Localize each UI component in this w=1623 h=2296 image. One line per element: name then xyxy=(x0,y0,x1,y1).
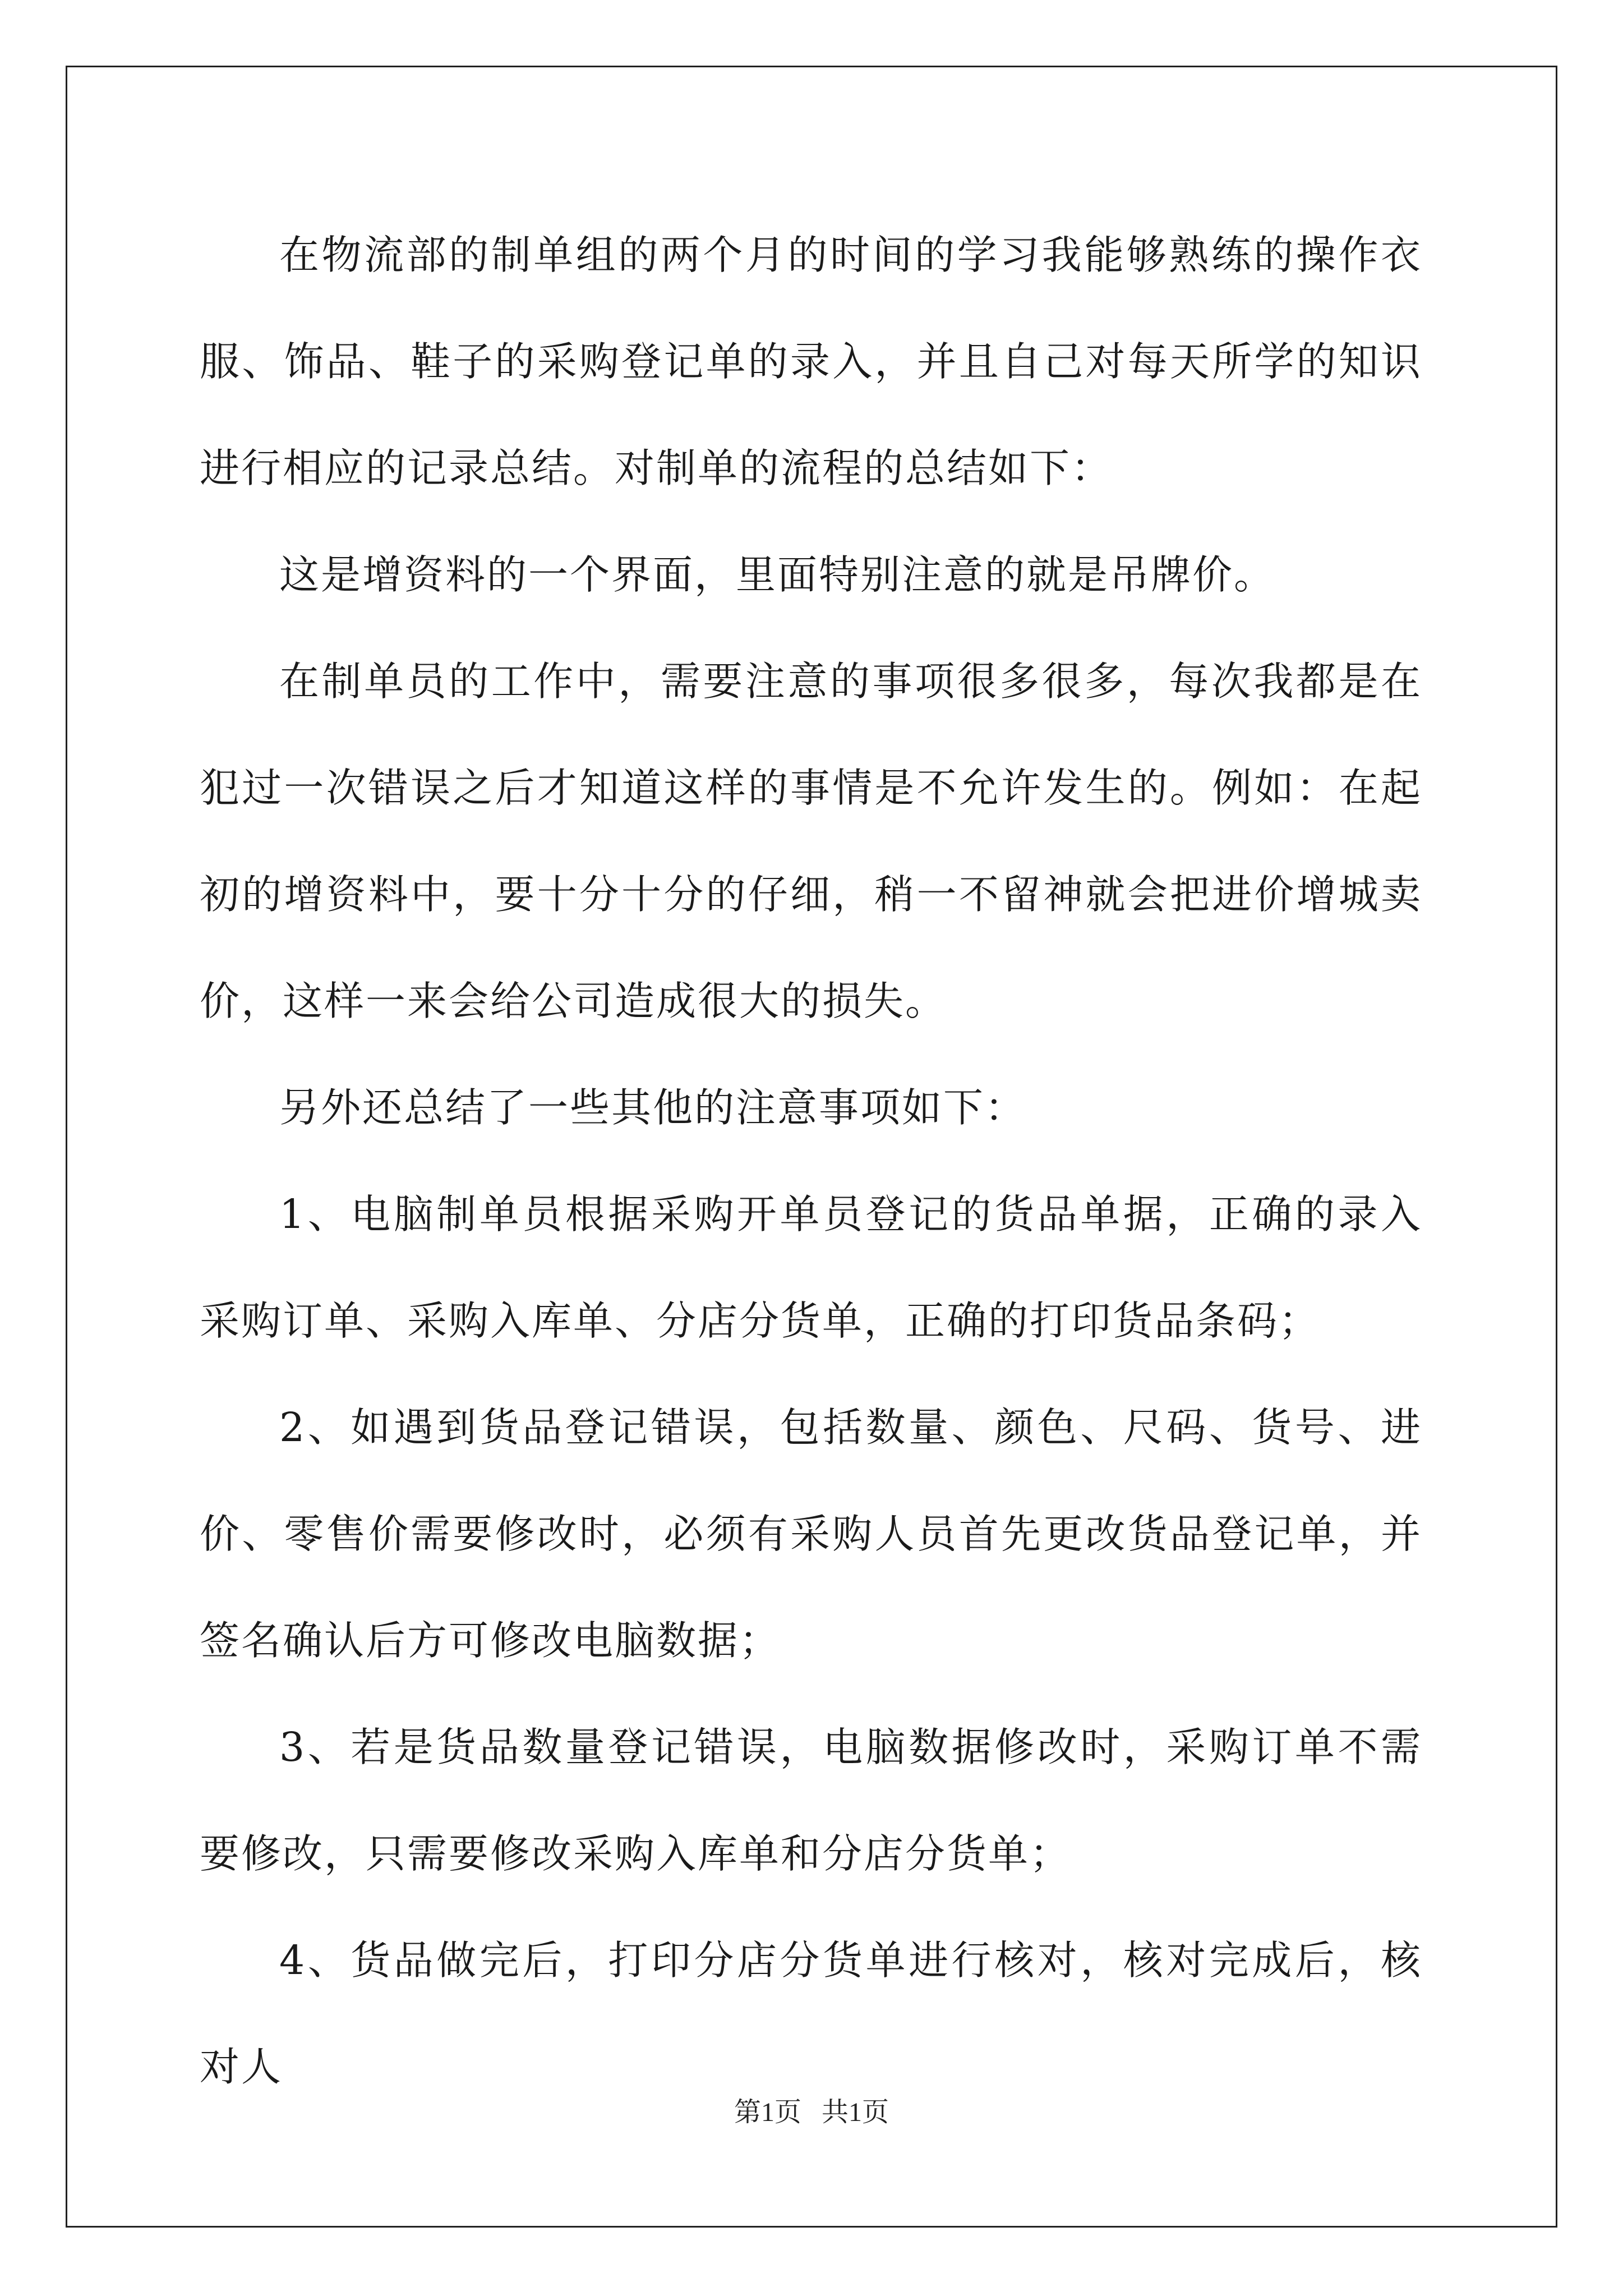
paragraph-other-notes-heading: 另外还总结了一些其他的注意事项如下： xyxy=(279,1084,1027,1131)
list-item-2: 2、如遇到货品登记错误，包括数量、颜色、尺码、货号、进价、零售价需要修改时，必须有采购人员首先更改货品登记单，并签名确认后方可修改电脑数据； xyxy=(200,1404,1422,1664)
page-footer xyxy=(0,2090,1623,2129)
paragraph-work-notes: 在制单员的工作中，需要注意的事项很多很多，每次我都是在犯过一次错误之后才知道这样的事情是不允许发生的。例如：在起初的增资料中，要十分十分的仔细，稍一不留神就会把进价增城卖价，这样一来会给公司造成很大的损失。 xyxy=(200,658,1422,1024)
paragraph-intro: 在物流部的制单组的两个月的时间的学习我能够熟练的操作衣服、饰品、鞋子的采购登记单的录入，并且自己对每天所学的知识进行相应的记录总结。对制单的流程的总结如下： xyxy=(200,232,1422,491)
paragraph-interface-note: 这是增资料的一个界面，里面特别注意的就是吊牌价。 xyxy=(279,551,1276,598)
page-number: 第1页 xyxy=(734,2097,801,2127)
list-item-4: 4、货品做完后，打印分店分货单进行核对，核对完成后，核对人 xyxy=(200,1937,1422,2090)
list-item-1: 1、电脑制单员根据采购开单员登记的货品单据，正确的录入采购订单、采购入库单、分店分货单，正确的打印货品条码； xyxy=(200,1191,1422,1344)
document-body xyxy=(200,202,1422,2120)
list-item-3: 3、若是货品数量登记错误，电脑数据修改时，采购订单不需要修改，只需要修改采购入库单和分店分货单； xyxy=(200,1724,1422,1877)
page-total: 共1页 xyxy=(822,2097,889,2127)
